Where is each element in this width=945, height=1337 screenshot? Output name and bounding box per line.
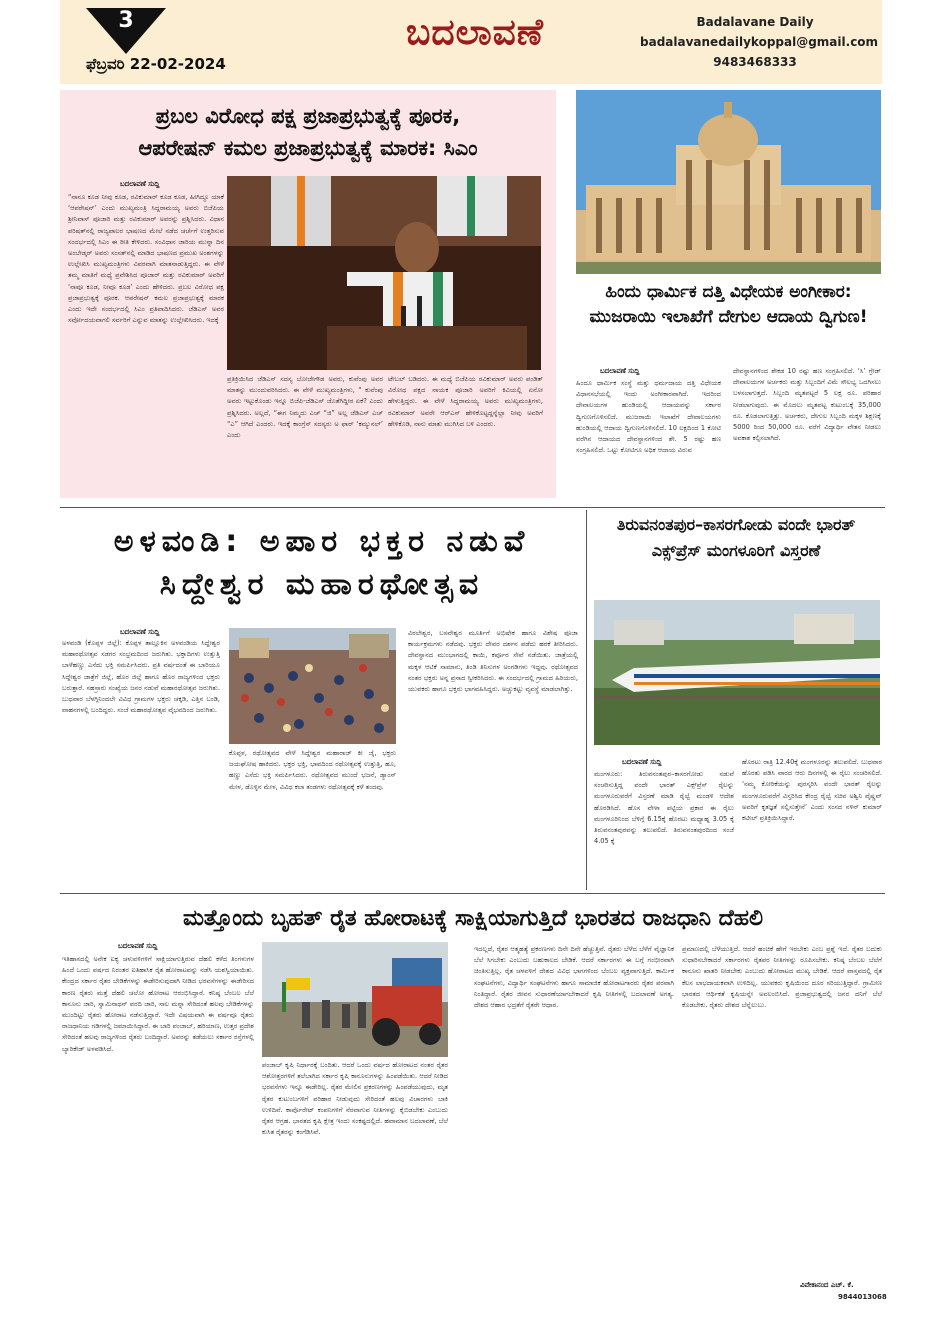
article-cm-col1: “ನಾನೂ ಕೂಡ ನೀವು ಕೂಡ, ರವಿಕುಮಾರ್ ಕೂಡ ಕೂಡ, ಹೀಗಿದ್ದೂ ಯಾಕೆ ‘ಆಪರೇಷನ್’ ಎಂದು ಮುಖ್ಯಮಂತ್ರಿ ಸಿದ್ದರಾಮಯ್ಯ ಅವರು ಬಿಜೆಪಿಯ ಶ್ರೀನಿವಾಸ್ ಪೂಜಾರಿ ಮತ್ತು ರವಿಕುಮಾರ್ ಅವರನ್ನು ಪ್ರಶ್ನಿಸಿದರು. ವಿಧಾನ ಪರಿಷತ್‌ನಲ್ಲಿ ರಾಜ್ಯಪಾಲರ ಭಾಷಣದ ಮೇಲೆ ನಡೆದ ಚರ್ಚೆಗೆ ಉತ್ತರಿಸುವ ಸಂದರ್ಭದಲ್ಲಿ ಸಿಎಂ ಈ ರೀತಿ ಕೇಳಿದರು. ಸಂವಿಧಾನ ಜಾರಿಯ ಮುನ್ನಾ ದಿನ ಅಂಬೇಡ್ಕರ್ ಅವರು ಸಂಸತ್‌ನಲ್ಲಿ ಮಾಡಿದ ಭಾಷಣದ ಪ್ರಮುಖ ಅಂಶಗಳನ್ನು ಉಲ್ಲೇಖಿಸಿ ಮುಖ್ಯಮಂತ್ರಿಗಳು ವಿವರವಾಗಿ ಮಾತನಾಡುತ್ತಿದ್ದರು. ಈ ವೇಳೆ ತಮ್ಮ ಮಾತಿಗೆ ಮಧ್ಯೆ ಪ್ರವೇಶಿಸಿದ ಪೂಜಾರ್ ಮತ್ತು ರವಿಕುಮಾರ್ ಅವರಿಗೆ ‘ನಾವೂ ಕೂಡ, ನೀವೂ ಕೂಡ’ ಎಂದು ಹೇಳಿದರು. ಪ್ರಬಲ ವಿರೋಧ ಪಕ್ಷ ಪ್ರಜಾಪ್ರಭುತ್ವಕ್ಕೆ ಪೂರಕ. ಆಪರೇಷನ್ ಕಮಲ ಪ್ರಜಾಪ್ರಭುತ್ವಕ್ಕೆ ಮಾರಕ ಎಂದು ಇದೇ ಸಂದರ್ಭದಲ್ಲಿ ಸಿಎಂ ಪ್ರತಿಪಾದಿಸಿದರು. ಜೆಡಿಎಸ್ ಅವರ ಸರ್ವೋದಯವಾಗಲಿ ಸರ್ವರಿಗೆ ಎನ್ನುವ ಮಾತನ್ನು ಉಲ್ಲೇಖಿಸಿದರು. ಇದಕ್ಕೆ: [68, 193, 224, 325]
contact-email: badalavanedailykoppal@gmail.com: [640, 35, 879, 49]
article-farmers-col1: ಇತಿಹಾಸದಲ್ಲಿ ಅನೇಕ ಐಕ್ಯ ಚಳುವಳಿಗಳಿಗೆ ಸಾಕ್ಷಿಯಾಗುತ್ತಿರುವ ದೆಹಲಿ ಕಳೆದ ತಿಂಗಳುಗಳ ಹಿಂದೆ ಒಂದು ವರ್ಷದ ನಿರಂತರ ಐತಿಹಾಸಿಕ ರೈತ ಹೋರಾಟವನ್ನು ನಡೆಸಿ ಯಶಸ್ವಿಯಾಯಿತು. ಕೇಂದ್ರದ ಸರ್ಕಾರ ರೈತರ ಬೇಡಿಕೆಗಳನ್ನು ಈಡೇರಿಸುವುದಾಗಿ ನೀಡಿದ ಭರವಸೆಗಳನ್ನು ಈಡೇರಿಸದ ಕಾರಣ ರೈತರು ಮತ್ತೆ ದೆಹಲಿ ಚಲೋ ಹೋರಾಟ ಆರಂಭಿಸಿದ್ದಾರೆ. ಕನಿಷ್ಠ ಬೆಂಬಲ ಬೆಲೆ ಕಾನೂನು ಜಾರಿ, ಸ್ವಾಮಿನಾಥನ್ ವರದಿ ಜಾರಿ, ಸಾಲ ಮನ್ನಾ ಸೇರಿದಂತೆ ಹಲವು ಬೇಡಿಕೆಗಳನ್ನು ಮುಂದಿಟ್ಟು ರೈತರು ಹೋರಾಟ ನಡೆಸುತ್ತಿದ್ದಾರೆ. ಇದೇ ವಿಷಯವಾಗಿ ಈ ವರ್ಷವೂ ರೈತರು ರಾಜಧಾನಿಯ ಗಡಿಗಳಲ್ಲಿ ಜಮಾಯಿಸಿದ್ದಾರೆ. ಈ ಬಾರಿ ಪಂಜಾಬ್, ಹರಿಯಾಣ, ಉತ್ತರ ಪ್ರದೇಶ ಸೇರಿದಂತೆ ಹಲವು ರಾಜ್ಯಗಳಿಂದ ರೈತರು ಬಂದಿದ್ದಾರೆ. ಅವರನ್ನು ತಡೆಯಲು ಸರ್ಕಾರ ರಸ್ತೆಗಳಲ್ಲಿ ಬ್ಯಾರಿಕೇಡ್ ಅಳವಡಿಸಿದೆ.: [62, 955, 254, 1053]
cm-photo: [227, 176, 541, 370]
article-temple-byline: ಬದಲಾವಣೆ ಸುದ್ದಿ: [600, 367, 640, 375]
article-train-byline: ಬದಲಾವಣೆ ಸುದ್ದಿ: [622, 758, 662, 766]
article-jatre-col3: ವಿಠಲೇಶ್ವರ, ಬಸವೇಶ್ವರ ಮೂರ್ತಿಗೆ ಅಭಿಷೇಕ ಹಾಗೂ ವಿಶೇಷ ಪೂಜಾ ಕಾರ್ಯಕ್ರಮಗಳು ನಡೆದವು. ಭಕ್ತರು ದೇವರ ದರ್ಶನ ಪಡೆದು ಹರಕೆ ತೀರಿಸಿದರು. ದೇವಸ್ಥಾನದ ಮುಂಭಾಗದಲ್ಲಿ ಕಾಯಿ, ಕರ್ಪೂರ ಸೇವೆ ನಡೆಯಿತು. ಜಾತ್ರೆಯಲ್ಲಿ ಮಕ್ಕಳ ಆಟಿಕೆ ಸಾಮಾನು, ತಿಂಡಿ ತಿನಿಸುಗಳ ಅಂಗಡಿಗಳು ಇದ್ದವು. ರಥೋತ್ಸವದ ನಂತರ ಭಕ್ತರು ಅನ್ನ ಪ್ರಸಾದ ಸ್ವೀಕರಿಸಿದರು. ಈ ಸಂದರ್ಭದಲ್ಲಿ ಗ್ರಾಮದ ಹಿರಿಯರು, ಯುವಕರು ಹಾಗೂ ಭಕ್ತರು ಭಾಗವಹಿಸಿದ್ದರು. ಅಚ್ಚುಕಟ್ಟು ವ್ಯವಸ್ಥೆ ಮಾಡಲಾಗಿತ್ತು.: [408, 629, 578, 694]
article-jatre-byline: ಬದಲಾವಣೆ ಸುದ್ದಿ: [120, 628, 160, 636]
article-jatre-headline: ಅಳವಂಡಿ: ಅಪಾರ ಭಕ್ತರ ನಡುವೆ ಸಿದ್ದೇಶ್ವರ ಮಹಾರಥೋತ್ಸವ: [113, 524, 531, 602]
farmers-protest-photo: [262, 942, 448, 1057]
paper-name: Badalavane Daily: [696, 15, 814, 29]
masthead: ಬದಲಾವಣೆ: [406, 12, 544, 53]
contact-phone: 9483468333: [713, 55, 797, 69]
issue-date: ಫೆಬ್ರವರಿ 22-02-2024: [86, 55, 226, 73]
contact-block: [640, 12, 879, 72]
vidhana-soudha-photo: [576, 90, 881, 274]
article-farmers-headline: ಮತ್ತೊಂದು ಬೃಹತ್ ರೈತ ಹೋರಾಟಕ್ಕೆ ಸಾಕ್ಷಿಯಾಗುತ್ತಿದೆ ಭಾರತದ ರಾಜಧಾನಿ ದೆಹಲಿ: [182, 906, 764, 931]
article-temple-col2: ದೇವಸ್ಥಾನಗಳಿಂದ ಶೇಕಡ 10 ರಷ್ಟು ಹಣ ಸಂಗ್ರಹಿಸಲಿದೆ. ‘ಸಿ’ ಗ್ರೇಡ್ ದೇವಾಲಯಗಳ ಅರ್ಚಕರು ಮತ್ತು ಸಿಬ್ಬಂದಿಗೆ ವಿಮೆ ಸೌಲಭ್ಯ ಒದಗಿಸಲು ಬಳಸಲಾಗುತ್ತದೆ. ಸಿಬ್ಬಂದಿ ಮೃತಪಟ್ಟರೆ 5 ಲಕ್ಷ ರೂ. ಪರಿಹಾರ ನೀಡಲಾಗುವುದು. ಈ ಮೊದಲು ಮೃತಪಟ್ಟ ಕುಟುಂಬಕ್ಕೆ 35,000 ರೂ. ಕೊಡಲಾಗುತ್ತಿತ್ತು. ಅರ್ಚಕರು, ದೇಗುಲ ಸಿಬ್ಬಂದಿ ಮಕ್ಕಳ ಶಿಕ್ಷಣಕ್ಕೆ 5000 ರಿಂದ 50,000 ರೂ. ವರೆಗೆ ವಿದ್ಯಾರ್ಥಿ ವೇತನ ನೀಡಲು ಅವಕಾಶ ಕಲ್ಪಿಸಲಾಗಿದೆ.: [733, 367, 881, 443]
signature-phone: 9844013068: [838, 1293, 887, 1301]
article-temple-headline: ಹಿಂದು ಧಾರ್ಮಿಕ ದತ್ತಿ ವಿಧೇಯಕ ಅಂಗೀಕಾರ: ಮುಜರಾಯಿ ಇಲಾಖೆಗೆ ದೇಗುಲ ಆದಾಯ ದ್ವಿಗುಣ!: [589, 282, 868, 327]
article-farmers-col3: ಇದಲ್ಲದೆ, ರೈತರ ಆತ್ಮಹತ್ಯೆ ಪ್ರಕರಣಗಳು ದಿನೇ ದಿನೇ ಹೆಚ್ಚುತ್ತಿವೆ. ರೈತರು ಬೆಳೆದ ಬೆಳೆಗೆ ವೈಜ್ಞಾನಿಕ ಬೆಲೆ ಸಿಗಬೇಕು ಎಂಬುದು ಬಹುಕಾಲದ ಬೇಡಿಕೆ. ಆದರೆ ಸರ್ಕಾರಗಳು ಈ ಬಗ್ಗೆ ಗಂಭೀರವಾಗಿ ಚಿಂತಿಸುತ್ತಿಲ್ಲ. ರೈತ ಚಳವಳಿಗೆ ದೇಶದ ವಿವಿಧ ಭಾಗಗಳಿಂದ ಬೆಂಬಲ ವ್ಯಕ್ತವಾಗುತ್ತಿದೆ. ಕಾರ್ಮಿಕ ಸಂಘಟನೆಗಳು, ವಿದ್ಯಾರ್ಥಿ ಸಂಘಟನೆಗಳು ಹಾಗೂ ಸಾಮಾಜಿಕ ಹೋರಾಟಗಾರರು ರೈತರ ಪರವಾಗಿ ನಿಂತಿದ್ದಾರೆ. ರೈತರ ಜೀವನ ಸುಧಾರಣೆಯಾಗಬೇಕಾದರೆ ಕೃಷಿ ನೀತಿಗಳಲ್ಲಿ ಬದಲಾವಣೆ ಅಗತ್ಯ. ದೇಶದ ಆಹಾರ ಭದ್ರತೆಗೆ ರೈತರೇ ಆಧಾರ.: [474, 945, 674, 1010]
article-temple-col1: ಹಿಂದೂ ಧಾರ್ಮಿಕ ಸಂಸ್ಥೆ ಮತ್ತು ಧರ್ಮದಾಯ ದತ್ತಿ ವಿಧೇಯಕ ವಿಧಾನಸಭೆಯಲ್ಲಿ ಇಂದು ಅಂಗೀಕಾರವಾಗಿದೆ. ಇದರಿಂದ ದೇವಾಲಯಗಳ ಹುಂಡಿಯಲ್ಲಿ ಆದಾಯವನ್ನು ಸರ್ಕಾರ ದ್ವಿಗುಣಗೊಳಿಸಲಿದೆ. ಮುಜರಾಯಿ ಇಲಾಖೆಗೆ ದೇವಾಲಯಗಳು ಹುಂಡಿಯಲ್ಲಿ ಆದಾಯ ದ್ವಿಗುಣಗೊಳಿಸಲಿದೆ. 10 ಲಕ್ಷದಿಂದ 1 ಕೋಟಿ ವರೆಗಿನ ಆದಾಯದ ದೇವಸ್ಥಾನಗಳಿಂದ ಶೇ. 5 ರಷ್ಟು ಹಣ ಸಂಗ್ರಹಿಸಲಿದೆ. ಒಟ್ಟು ಕೋಟಿಗೂ ಅಧಿಕ ಆದಾಯ ವಿರುವ: [576, 379, 721, 455]
article-train-col2: ಹೊರಟು ರಾತ್ರಿ 12.40ಕ್ಕೆ ಮಂಗಳೂರನ್ನು ತಲುಪಲಿದೆ. ಬುಧವಾರ ಹೊರತು ಪಡಿಸಿ ವಾರದ ಆರು ದಿನಗಳಲ್ಲಿ ಈ ರೈಲು ಸಂಚರಿಸಲಿದೆ. ‘ನಮ್ಮ ಕೋರಿಕೆಯನ್ನು ಪುರಸ್ಕರಿಸಿ ವಂದೇ ಭಾರತ್ ರೈಲನ್ನು ಮಂಗಳೂರುವರೆಗೆ ವಿಸ್ತರಿಸಿದ ಕೇಂದ್ರ ರೈಲ್ವೆ ಸಚಿವ ಅಶ್ವಿನಿ ವೈಷ್ಣವ್ ಅವರಿಗೆ ಕೃತಜ್ಞತೆ ಸಲ್ಲಿಸುತ್ತೇನೆ’ ಎಂದು ಸಂಸದ ನಳಿನ್ ಕುಮಾರ್ ಕಟೀಲ್ ಪ್ರತಿಕ್ರಿಯಿಸಿದ್ದಾರೆ.: [742, 758, 882, 823]
section-rule: [60, 507, 885, 508]
article-train-col1: ಮಂಗಳೂರು: ತಿರುವನಂತಪುರ–ಕಾಸರಗೋಡು ನಡುವೆ ಸಂಚರಿಸುತ್ತಿದ್ದ ವಂದೇ ಭಾರತ್ ಎಕ್ಸ್‌ಪ್ರೆಸ್ ರೈಲನ್ನು ಮಂಗಳೂರುವರೆಗೆ ವಿಸ್ತರಣೆ ಮಾಡಿ ರೈಲ್ವೆ ಮಂಡಳಿ ಆದೇಶ ಹೊರಡಿಸಿದೆ. ಹೊಸ ವೇಳಾ ಪಟ್ಟಿಯ ಪ್ರಕಾರ ಈ ರೈಲು ಮಂಗಳೂರಿನಿಂದ ಬೆಳಿಗ್ಗೆ 6.15ಕ್ಕೆ ಹೊರಟು ಮಧ್ಯಾಹ್ನ 3.05 ಕ್ಕೆ ತಿರುವನಂತಪುರವನ್ನು ತಲುಪಲಿದೆ. ತಿರುವನಂತಪುರದಿಂದ ಸಂಜೆ 4.05 ಕ್ಕೆ: [594, 770, 734, 846]
article-farmers-byline: ಬದಲಾವಣೆ ಸುದ್ದಿ: [118, 942, 158, 950]
article-jatre-col1: ಅಳವಂಡಿ (ಕೊಪ್ಪಳ ಜಿಲ್ಲೆ): ಕೊಪ್ಪಳ ತಾಲ್ಲೂಕಿನ ಅಳವಂಡಿಯ ಸಿದ್ದೇಶ್ವರ ಮಹಾರಥೋತ್ಸವ ಸಡಗರ ಸಂಭ್ರಮದಿಂದ ಜರುಗಿತು. ಭಕ್ತಾದಿಗಳು ಉತ್ತುತ್ತಿ ಬಾಳೆಹಣ್ಣು ಎಸೆದು ಭಕ್ತಿ ಸಮರ್ಪಿಸಿದರು. ಪ್ರತಿ ವರ್ಷದಂತೆ ಈ ಬಾರಿಯೂ ಸಿದ್ದೇಶ್ವರ ಜಾತ್ರೆಗೆ ಜಿಲ್ಲೆ, ಹೊರ ಜಿಲ್ಲೆ ಹಾಗೂ ಹೊರ ರಾಜ್ಯಗಳಿಂದ ಭಕ್ತರು ಬರುತ್ತಾರೆ. ಸಹಸ್ರಾರು ಸಂಖ್ಯೆಯ ಜನರ ನಡುವೆ ಮಹಾರಥೋತ್ಸವ ಜರುಗಿತು. ಬುಧವಾರ ಬೆಳಗ್ಗಿನಿಂದಲೇ ವಿವಿಧ ಗ್ರಾಮಗಳ ಭಕ್ತರು ಚಕ್ಕಡಿ, ಎತ್ತಿನ ಬಂಡಿ, ವಾಹನಗಳಲ್ಲಿ ಬಂದಿದ್ದರು. ಸಂಜೆ ಮಹಾರಥೋತ್ಸವ ವೈಭವದಿಂದ ಜರುಗಿತು.: [62, 639, 220, 715]
article-jatre-col2: ಕೊಪ್ಪಳ, ರಥೋತ್ಸವದ ವೇಳೆ ಸಿದ್ದೇಶ್ವರ ಮಹಾರಾಜ್ ಕೀ ಜೈ, ಭಕ್ತರು ಜಯಘೋಷ ಹಾಕಿದರು. ಭಕ್ತರ ಭಕ್ತಿ, ಭಾವದಿಂದ ರಥೋತ್ಸವಕ್ಕೆ ಉತ್ತುತ್ತಿ, ಹೂ, ಹಣ್ಣು ಎಸೆದು ಭಕ್ತಿ ಸಮರ್ಪಿಸಿದರು. ರಥೋತ್ಸವದ ಮುಂದೆ ಭಜನೆ, ಡ್ಯಾಂಸ್ ಮೇಳ, ಡೊಳ್ಳಿನ ಮೇಳ, ವಿವಿಧ ಕಲಾ ತಂಡಗಳು ರಥೋತ್ಸವಕ್ಕೆ ಕಳೆ ತಂದವು.: [229, 749, 396, 791]
article-cm-headline: ಪ್ರಬಲ ವಿರೋಧ ಪಕ್ಷ ಪ್ರಜಾಪ್ರಭುತ್ವಕ್ಕೆ ಪೂರಕ, ಆಪರೇಷನ್ ಕಮಲ ಪ್ರಜಾಪ್ರಭುತ್ವಕ್ಕೆ ಮಾರಕ: ಸಿಎಂ: [138, 104, 478, 160]
page-number: 3: [118, 8, 134, 33]
vande-bharat-photo: [594, 600, 880, 745]
article-cm-byline: ಬದಲಾವಣೆ ಸುದ್ದಿ: [120, 180, 160, 188]
column-rule: [586, 510, 587, 890]
article-train-headline: ತಿರುವನಂತಪುರ–ಕಾಸರಗೋಡು ವಂದೇ ಭಾರತ್ ಎಕ್ಸ್‌ಪ್ರೆಸ್ ಮಂಗಳೂರಿಗೆ ವಿಸ್ತರಣೆ: [616, 515, 856, 560]
section-rule-2: [60, 893, 885, 894]
article-cm-col2: ಪ್ರತಿಕ್ರಿಯಿಸಿದ ಜೆಡಿಎಸ್ ಸದಸ್ಯ ಬೋಜೇಗೌಡ ಅವರು, ಕುವೆಂಪು ಅವರ ಮಾತನ್ನು ಮುಂದುವರಿಸಿದರು. ಈ ವೇಳೆ ಮುಖ್ಯಮಂತ್ರಿಗಳು, “ ಕುವೆಂಪು ಅವರು ಇಟ್ಟುಕೊಂಡು ಇನ್ನೂ ಬಿಜೆಪಿ-ಜೆಡಿಎಸ್ ಜೊತೆಗಿದ್ದೀರ ಏಕೆ? ಎಂದು ಪ್ರಶ್ನಿಸಿದರು. ಅಲ್ಲದೆ, “ಈಗ ನಿಮ್ಮದು ಎಚ್ “ಜಿ” ಅಲ್ಲ ಜೆಡಿಎಸ್ ಎಚ್ “ಎ” ಆಗಿದೆ ಎಂದರು. ಇದಕ್ಕೆ ಕಾಂಗ್ರೆಸ್ ಸದಸ್ಯರು ಅ ಫಾರ್ ‘ಕಮ್ಯುನಲ್’ ಎಂದು: [227, 375, 383, 440]
signature-name: ವಿವೇಕಾನಂದ ಎಚ್. ಕೆ.: [800, 1281, 854, 1289]
article-cm-col3: ಟೇಬಲ್ ಬಡಿದರು. ಈ ಮಧ್ಯೆ ಬಿಜೆಪಿಯ ರವಿಕುಮಾರ್ ಅವರು ಪಂಡಿತ್ ವಿರೋಧ ಪಕ್ಷದ ನಾಯಕ ಪೂಜಾರಿ ಅವರಿಗೆ ಕಿವಿಯಲ್ಲಿ ಏನೋ ಹೇಳುತ್ತಿದ್ದರು. ಈ ವೇಳೆ ಸಿದ್ದರಾಮಯ್ಯ ಅವರು ಮುಖ್ಯಮಂತ್ರಿಗಳು, ರವಿಕುಮಾರ್ ಅವರೇ ಆರ್‌ಎಸ್‌ ಹೇಳಿಕೊಟ್ಟದ್ದನ್ನೆಲ್ಲಾ ನೀವು ಅವರಿಗೆ ಹೇಳಿಕೊಡಿ, ನಾನು ಮಾತು ಮುಗಿಸಿದ ಬಳಿ ಎಂದರು.: [388, 375, 543, 428]
article-farmers-col2: ಪಂಜಾಬ್ ಕೃಷಿ ನಿರ್ಧಾರಕ್ಕೆ ಬಂದಿತು. ಆದರೆ ಒಂದು ವರ್ಷದ ಹೋರಾಟದ ನಂತರ ರೈತರ ಆಶೋತ್ತರಗಳಿಗೆ ತಲೆಬಾಗಿದ ಸರ್ಕಾರ ಕೃಷಿ ಕಾನೂನುಗಳನ್ನು ಹಿಂಪಡೆಯಿತು. ಆದರೆ ನೀಡಿದ ಭರವಸೆಗಳು ಇನ್ನೂ ಈಡೇರಿಲ್ಲ. ರೈತರ ಮೇಲಿನ ಪ್ರಕರಣಗಳನ್ನು ಹಿಂಪಡೆಯುವುದು, ಮೃತ ರೈತರ ಕುಟುಂಬಗಳಿಗೆ ಪರಿಹಾರ ನೀಡುವುದು ಸೇರಿದಂತೆ ಹಲವು ವಿಚಾರಗಳು ಬಾಕಿ ಉಳಿದಿವೆ. ಕಾರ್ಪೊರೇಟ್ ಕಂಪನಿಗಳಿಗೆ ನೆರವಾಗುವ ನೀತಿಗಳನ್ನು ಕೈಬಿಡಬೇಕು ಎಂಬುದು ರೈತರ ಆಗ್ರಹ. ಭಾರತದ ಕೃಷಿ ಕ್ಷೇತ್ರ ಇಂದು ಸಂಕಷ್ಟದಲ್ಲಿದೆ. ಹವಾಮಾನ ಬದಲಾವಣೆ, ಬೆಲೆ ಕುಸಿತ ರೈತರನ್ನು ಕಂಗೆಡಿಸಿವೆ.: [262, 1061, 448, 1137]
rathotsava-crowd-photo: [229, 628, 396, 744]
article-farmers-col4: ಪ್ರಮಾಣದಲ್ಲಿ ಬೆಳೆಯುತ್ತಿದೆ. ಆದರೆ ಹಂಚಿಕೆ ಹೇಗೆ ಇರಬೇಕು ಎಂಬ ಪ್ರಶ್ನೆ ಇದೆ. ರೈತರ ಬದುಕು ಸುಧಾರಿಸಬೇಕಾದರೆ ಸರ್ಕಾರಗಳು ರೈತಪರ ನೀತಿಗಳನ್ನು ರೂಪಿಸಬೇಕು. ಕನಿಷ್ಠ ಬೆಂಬಲ ಬೆಲೆಗೆ ಕಾನೂನು ಖಾತರಿ ನೀಡಬೇಕು ಎಂಬುದು ಹೋರಾಟದ ಮುಖ್ಯ ಬೇಡಿಕೆ. ಆದರೆ ವಾಸ್ತವದಲ್ಲಿ ರೈತ ಕೆಲಸ ಲಾಭದಾಯಕವಾಗಿ ಉಳಿದಿಲ್ಲ. ಯುವಕರು ಕೃಷಿಯಿಂದ ದೂರ ಸರಿಯುತ್ತಿದ್ದಾರೆ. ಗ್ರಾಮೀಣ ಭಾರತದ ಆರ್ಥಿಕತೆ ಕೃಷಿಯನ್ನೇ ಅವಲಂಬಿಸಿದೆ. ಪ್ರಜಾಪ್ರಭುತ್ವದಲ್ಲಿ ಜನರ ದನಿಗೆ ಬೆಲೆ ಕೊಡಬೇಕು. ರೈತರು ದೇಶದ ಬೆನ್ನೆಲುಬು.: [682, 945, 882, 1010]
